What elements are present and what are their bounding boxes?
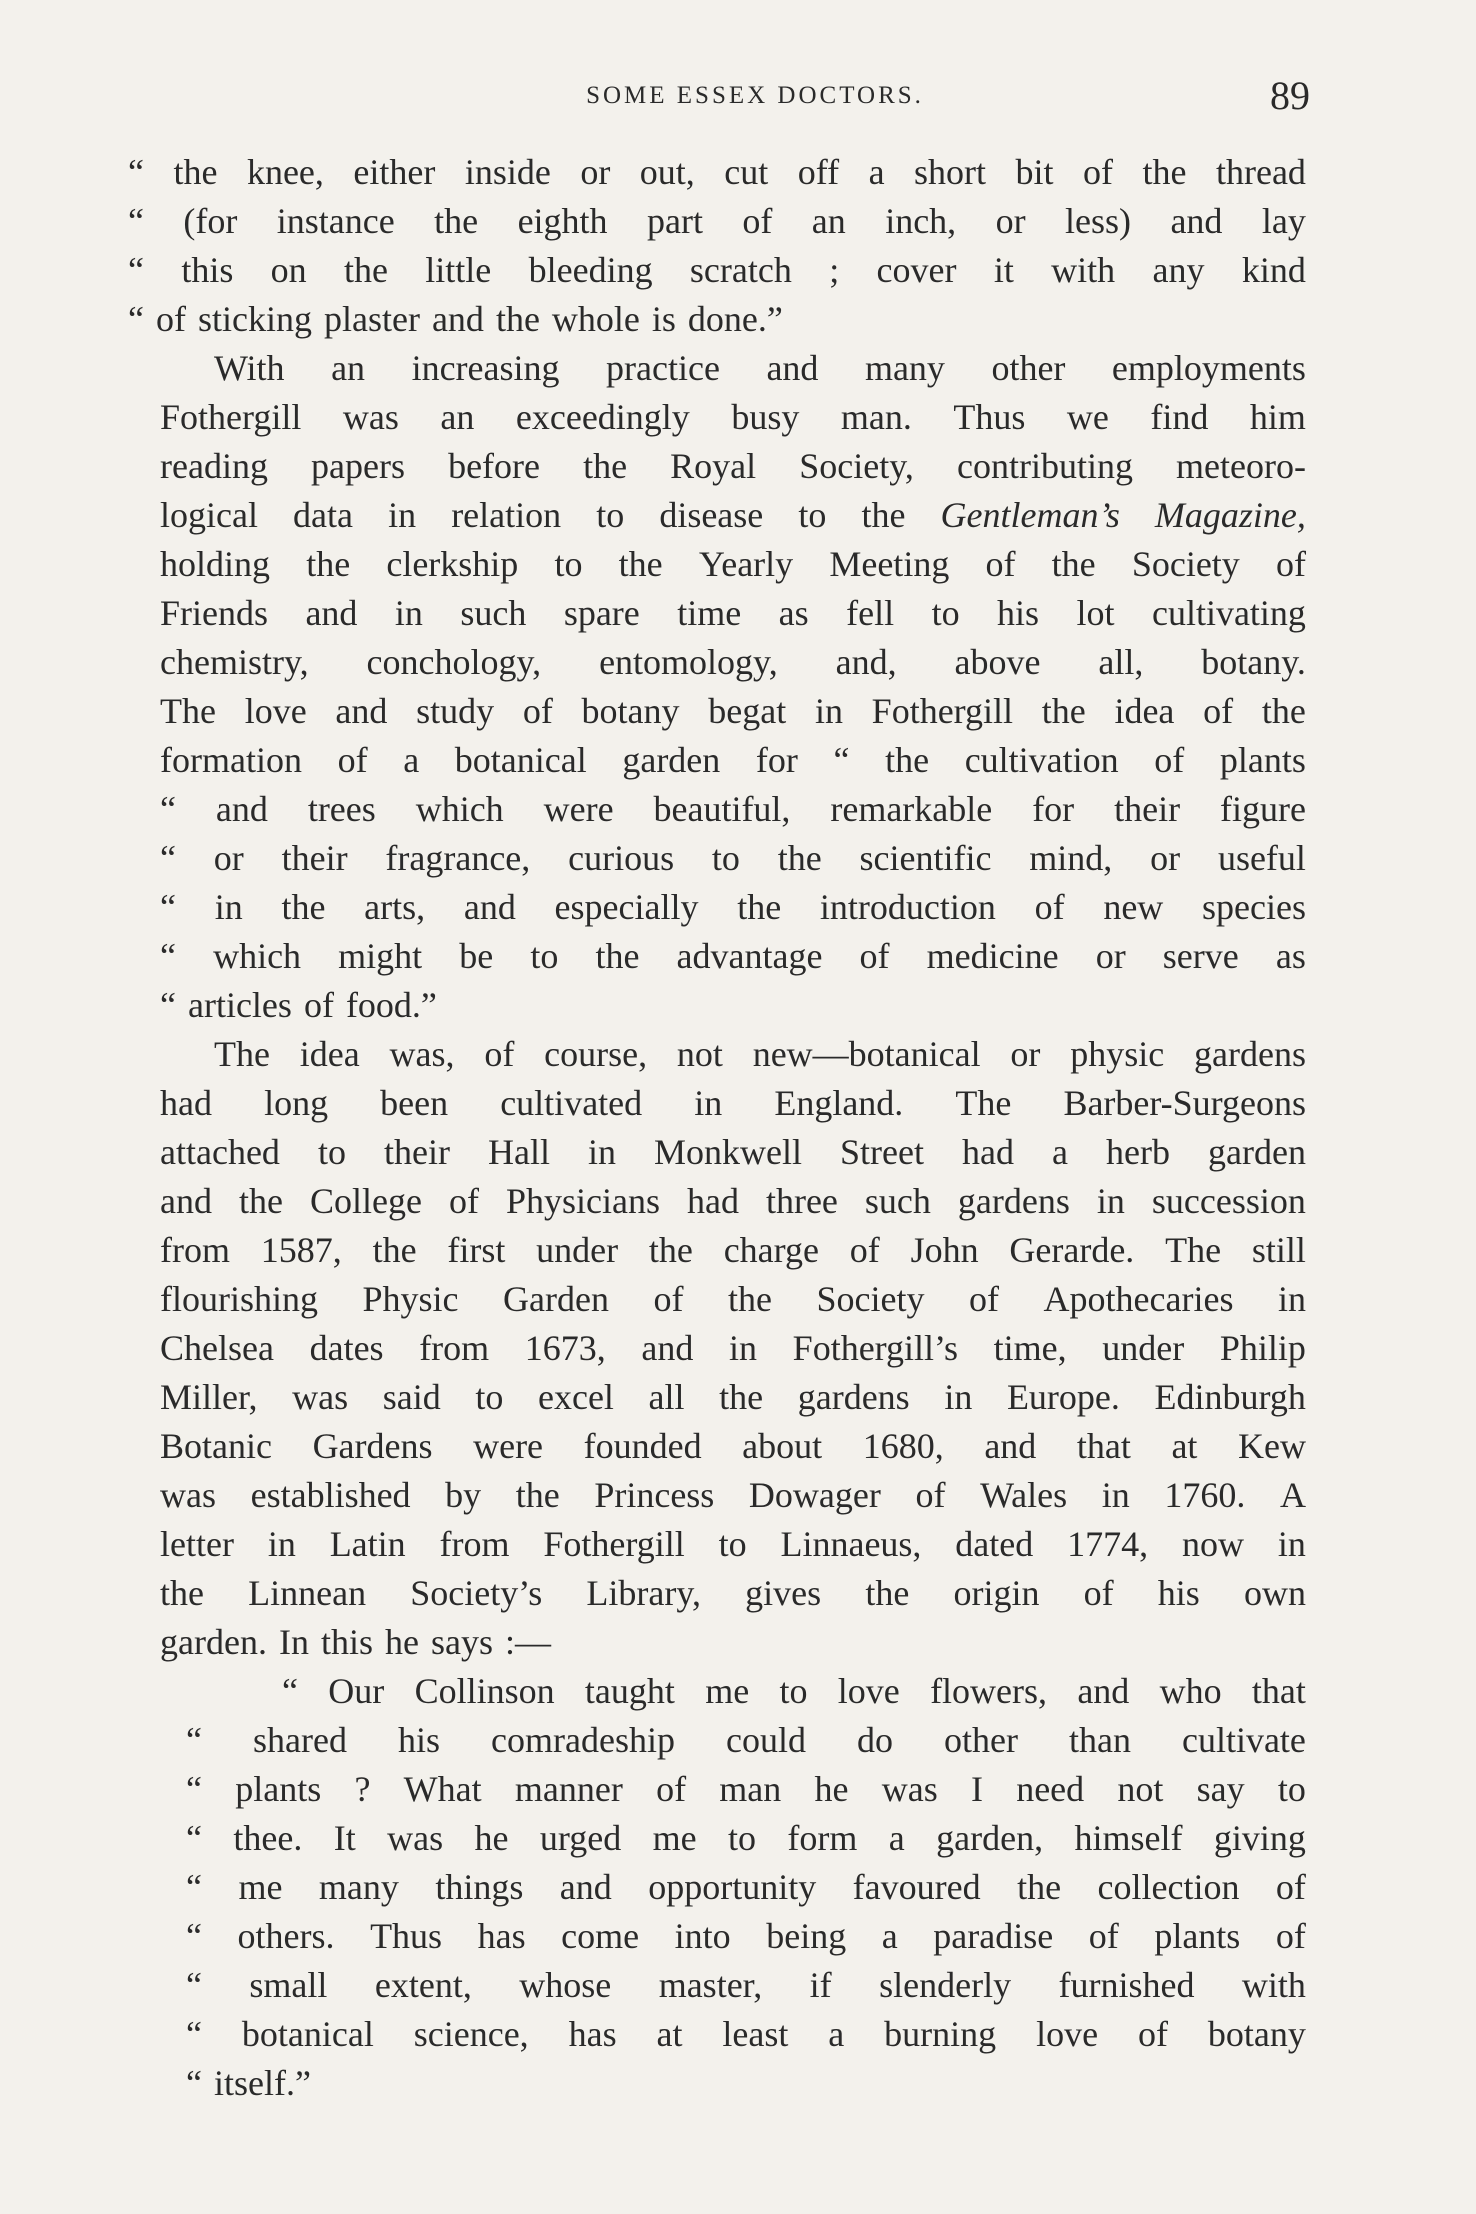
body-text [128, 148, 1306, 2108]
text-line: from 1587, the first under the charge of John Gerarde. The still [160, 1230, 1306, 1270]
text-line: “ others. Thus has come into being a paradise of plants of [186, 1916, 1306, 1956]
text-line: The love and study of botany begat in Fothergill the idea of the [160, 691, 1306, 731]
text-line: The idea was, of course, not new—botanical or physic gardens [214, 1034, 1306, 1074]
text-line: attached to their Hall in Monkwell Street had a herb garden [160, 1132, 1306, 1172]
text-line: “ botanical science, has at least a burning love of botany [186, 2014, 1306, 2054]
text-line: chemistry, conchology, entomology, and, above all, botany. [160, 642, 1306, 682]
text-line: “ thee. It was he urged me to form a garden, himself giving [186, 1818, 1306, 1858]
page-number: 89 [1270, 73, 1310, 118]
text-line: Friends and in such spare time as fell to his lot cultivating [160, 593, 1306, 633]
text-line: the Linnean Society’s Library, gives the origin of his own [160, 1573, 1306, 1613]
text-line: garden. In this he says :— [160, 1622, 551, 1662]
text-line: “ plants ? What manner of man he was I need not say to [186, 1769, 1306, 1809]
text-line: “ itself.” [186, 2063, 311, 2103]
text-line: “ Our Collinson taught me to love flowers, and who that [282, 1671, 1306, 1711]
text-line: “ (for instance the eighth part of an inch, or less) and lay [128, 201, 1306, 241]
text-line: and the College of Physicians had three such gardens in succession [160, 1181, 1306, 1221]
text-line: Miller, was said to excel all the gardens in Europe. Edinburgh [160, 1377, 1306, 1417]
text-line: had long been cultivated in England. The Barber-Surgeons [160, 1083, 1306, 1123]
text-line: reading papers before the Royal Society, contributing meteoro- [160, 446, 1306, 486]
text-line: logical data in relation to disease to the Gentleman’s Magazine, [160, 495, 1306, 535]
text-line: Chelsea dates from 1673, and in Fothergill’s time, under Philip [160, 1328, 1306, 1368]
text-line: holding the clerkship to the Yearly Meeting of the Society of [160, 544, 1306, 584]
text-line: With an increasing practice and many other employments [214, 348, 1306, 388]
text-line: “ shared his comradeship could do other than cultivate [186, 1720, 1306, 1760]
text-line: “ this on the little bleeding scratch ; cover it with any kind [128, 250, 1306, 290]
text-line: formation of a botanical garden for “ the cultivation of plants [160, 740, 1306, 780]
text-line: “ me many things and opportunity favoured the collection of [186, 1867, 1306, 1907]
text-line: “ which might be to the advantage of medicine or serve as [160, 936, 1306, 976]
text-line: “ small extent, whose master, if slenderly furnished with [186, 1965, 1306, 2005]
text-line: “ the knee, either inside or out, cut off a short bit of the thread [128, 152, 1306, 192]
page-header [160, 72, 1310, 122]
text-line: “ in the arts, and especially the introduction of new species [160, 887, 1306, 927]
text-line: letter in Latin from Fothergill to Linnaeus, dated 1774, now in [160, 1524, 1306, 1564]
text-line: “ or their fragrance, curious to the scientific mind, or useful [160, 838, 1306, 878]
text-line: Fothergill was an exceedingly busy man. Thus we find him [160, 397, 1306, 437]
text-line: Botanic Gardens were founded about 1680, and that at Kew [160, 1426, 1306, 1466]
text-line: “ articles of food.” [160, 985, 437, 1025]
text-line: “ of sticking plaster and the whole is done.” [128, 299, 783, 339]
text-line: “ and trees which were beautiful, remarkable for their figure [160, 789, 1306, 829]
text-line: flourishing Physic Garden of the Society of Apothecaries in [160, 1279, 1306, 1319]
text-line: was established by the Princess Dowager of Wales in 1760. A [160, 1475, 1306, 1515]
running-head: SOME ESSEX DOCTORS. [586, 82, 924, 109]
